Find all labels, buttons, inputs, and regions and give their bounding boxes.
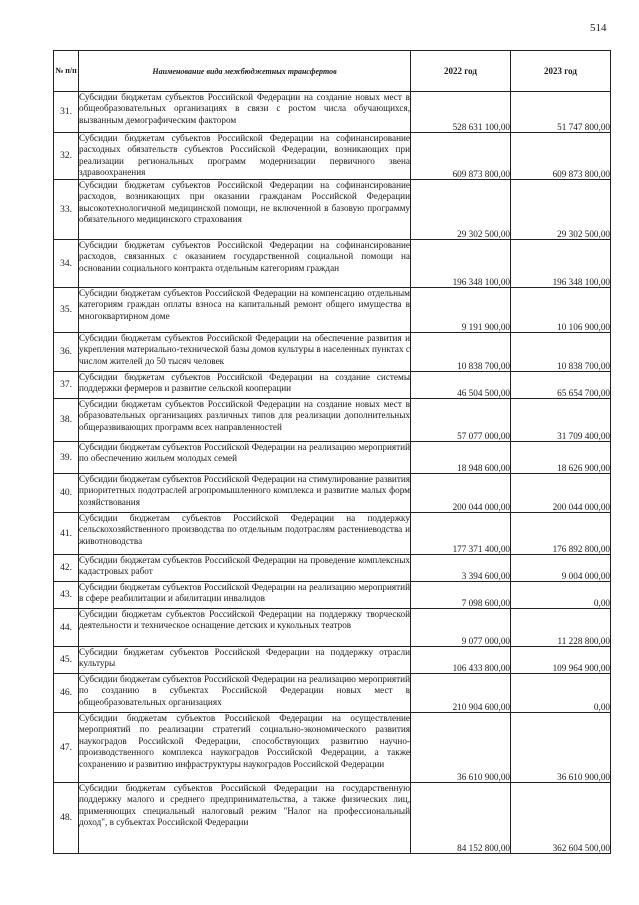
row-number: 31. (54, 92, 79, 133)
transfer-name: Субсидии бюджетам субъектов Российской Федерации на стимулирование развития приоритетных подотраслей агропромышленного комплекса и развитие малых форм хозяйствования (79, 474, 411, 513)
amount-2023: 10 106 900,00 (511, 288, 611, 333)
row-number: 32. (54, 133, 79, 180)
row-number: 46. (54, 674, 79, 713)
header-year-2022: 2022 год (411, 51, 511, 92)
transfer-name: Субсидии бюджетам субъектов Российской Федерации на государственную поддержку малого и среднего предпринимательства, а также физических лиц, применяющих специальный налоговый режим "Налог на профессиональный доход", в субъектах Российской Федерации (79, 783, 411, 854)
header-year-2023: 2023 год (511, 51, 611, 92)
transfers-table (53, 50, 611, 854)
row-number: 48. (54, 783, 79, 854)
table-row (54, 674, 611, 713)
row-number: 41. (54, 513, 79, 555)
amount-2023: 0,00 (511, 674, 611, 713)
table-row (54, 582, 611, 609)
table-row (54, 333, 611, 372)
transfer-name: Субсидии бюджетам субъектов Российской Федерации на поддержку творческой деятельности и техническое оснащение детских и кукольных театров (79, 609, 411, 647)
table-row (54, 92, 611, 133)
table-row (54, 713, 611, 783)
transfer-name: Субсидии бюджетам субъектов Российской Федерации на создание новых мест в образовательных организациях различных типов для реализации дополнительных общеразвивающих программ всех направленностей (79, 399, 411, 442)
amount-2022: 528 631 100,00 (411, 92, 511, 133)
transfer-name: Субсидии бюджетам субъектов Российской Федерации на осуществление мероприятий по реализации стратегий социально-экономического развития наукоградов Российской Федерации, способствующих развитию научно-производственного комплекса наукоградов Российской Федерации, а также сохранению и развитию инфраструктуры наукоградов Российской Федерации (79, 713, 411, 783)
amount-2022: 9 077 000,00 (411, 609, 511, 647)
row-number: 36. (54, 333, 79, 372)
page-number: 514 (590, 22, 607, 34)
amount-2022: 106 433 800,00 (411, 647, 511, 674)
amount-2023: 10 838 700,00 (511, 333, 611, 372)
amount-2022: 609 873 800,00 (411, 133, 511, 180)
table-row (54, 399, 611, 442)
table-row (54, 288, 611, 333)
header-name: Наименование вида межбюджетных трансфертов (79, 51, 411, 92)
row-number: 47. (54, 713, 79, 783)
amount-2022: 196 348 100,00 (411, 240, 511, 288)
transfer-name: Субсидии бюджетам субъектов Российской Федерации на компенсацию отдельным категориям граждан оплаты взноса на капитальный ремонт общего имущества в многоквартирном доме (79, 288, 411, 333)
table-row (54, 133, 611, 180)
amount-2022: 57 077 000,00 (411, 399, 511, 442)
transfer-name: Субсидии бюджетам субъектов Российской Федерации на реализацию мероприятий в сфере реабилитации и абилитации инвалидов (79, 582, 411, 609)
amount-2023: 9 004 000,00 (511, 555, 611, 582)
amount-2023: 200 044 000,00 (511, 474, 611, 513)
amount-2022: 46 504 500,00 (411, 372, 511, 399)
transfer-name: Субсидии бюджетам субъектов Российской Федерации на поддержку сельскохозяйственного производства по отдельным подотраслям растениеводства и животноводства (79, 513, 411, 555)
amount-2022: 10 838 700,00 (411, 333, 511, 372)
amount-2023: 65 654 700,00 (511, 372, 611, 399)
row-number: 44. (54, 609, 79, 647)
header-number: № п/п (54, 51, 79, 92)
transfer-name: Субсидии бюджетам субъектов Российской Федерации на реализацию мероприятий по обеспечению жильем молодых семей (79, 442, 411, 474)
amount-2022: 84 152 800,00 (411, 783, 511, 854)
amount-2022: 29 302 500,00 (411, 180, 511, 240)
amount-2023: 18 626 900,00 (511, 442, 611, 474)
table-row (54, 609, 611, 647)
transfer-name: Субсидии бюджетам субъектов Российской Федерации на софинансирование расходов, возникающих при оказании гражданам Российской Федерации высокотехнологичной медицинской помощи, не включенной в базовую программу обязательного медицинского страхования (79, 180, 411, 240)
table-row (54, 372, 611, 399)
amount-2023: 176 892 800,00 (511, 513, 611, 555)
amount-2023: 362 604 500,00 (511, 783, 611, 854)
row-number: 33. (54, 180, 79, 240)
amount-2022: 200 044 000,00 (411, 474, 511, 513)
row-number: 34. (54, 240, 79, 288)
transfer-name: Субсидии бюджетам субъектов Российской Федерации на создание системы поддержки фермеров и развитие сельской кооперации (79, 372, 411, 399)
amount-2023: 609 873 800,00 (511, 133, 611, 180)
amount-2023: 51 747 800,00 (511, 92, 611, 133)
row-number: 45. (54, 647, 79, 674)
table-body (54, 92, 611, 854)
amount-2022: 9 191 900,00 (411, 288, 511, 333)
transfer-name: Субсидии бюджетам субъектов Российской Федерации на обеспечение развития и укрепления материально-технической базы домов культуры в населенных пунктах с числом жителей до 50 тысяч человек (79, 333, 411, 372)
row-number: 39. (54, 442, 79, 474)
amount-2023: 0,00 (511, 582, 611, 609)
transfer-name: Субсидии бюджетам субъектов Российской Федерации на софинансирование расходов, связанных с оказанием государственной социальной помощи на основании социального контракта отдельным категориям граждан (79, 240, 411, 288)
table-row (54, 647, 611, 674)
row-number: 40. (54, 474, 79, 513)
transfer-name: Субсидии бюджетам субъектов Российской Федерации на создание новых мест в общеобразовательных организациях в связи с ростом числа обучающихся, вызванным демографическим фактором (79, 92, 411, 133)
amount-2022: 18 948 600,00 (411, 442, 511, 474)
transfer-name: Субсидии бюджетам субъектов Российской Федерации на проведение комплексных кадастровых работ (79, 555, 411, 582)
table-row (54, 442, 611, 474)
amount-2023: 29 302 500,00 (511, 180, 611, 240)
row-number: 43. (54, 582, 79, 609)
row-number: 38. (54, 399, 79, 442)
table-row (54, 513, 611, 555)
table-row (54, 240, 611, 288)
table-header-row (54, 51, 611, 92)
row-number: 42. (54, 555, 79, 582)
table-row (54, 180, 611, 240)
row-number: 37. (54, 372, 79, 399)
amount-2023: 11 228 800,00 (511, 609, 611, 647)
table-row (54, 555, 611, 582)
transfer-name: Субсидии бюджетам субъектов Российской Федерации на реализацию мероприятий по созданию в субъектах Российской Федерации новых мест в общеобразовательных организациях (79, 674, 411, 713)
amount-2022: 3 394 600,00 (411, 555, 511, 582)
amount-2022: 177 371 400,00 (411, 513, 511, 555)
amount-2022: 7 098 600,00 (411, 582, 511, 609)
amount-2023: 109 964 900,00 (511, 647, 611, 674)
table-row (54, 474, 611, 513)
amount-2022: 210 904 600,00 (411, 674, 511, 713)
transfer-name: Субсидии бюджетам субъектов Российской Федерации на софинансирование расходных обязательств субъектов Российской Федерации, возникающих при реализации региональных программ модернизации первичного звена здравоохранения (79, 133, 411, 180)
amount-2023: 36 610 900,00 (511, 713, 611, 783)
row-number: 35. (54, 288, 79, 333)
transfer-name: Субсидии бюджетам субъектов Российской Федерации на поддержку отрасли культуры (79, 647, 411, 674)
table-row (54, 783, 611, 854)
amount-2023: 31 709 400,00 (511, 399, 611, 442)
amount-2023: 196 348 100,00 (511, 240, 611, 288)
amount-2022: 36 610 900,00 (411, 713, 511, 783)
